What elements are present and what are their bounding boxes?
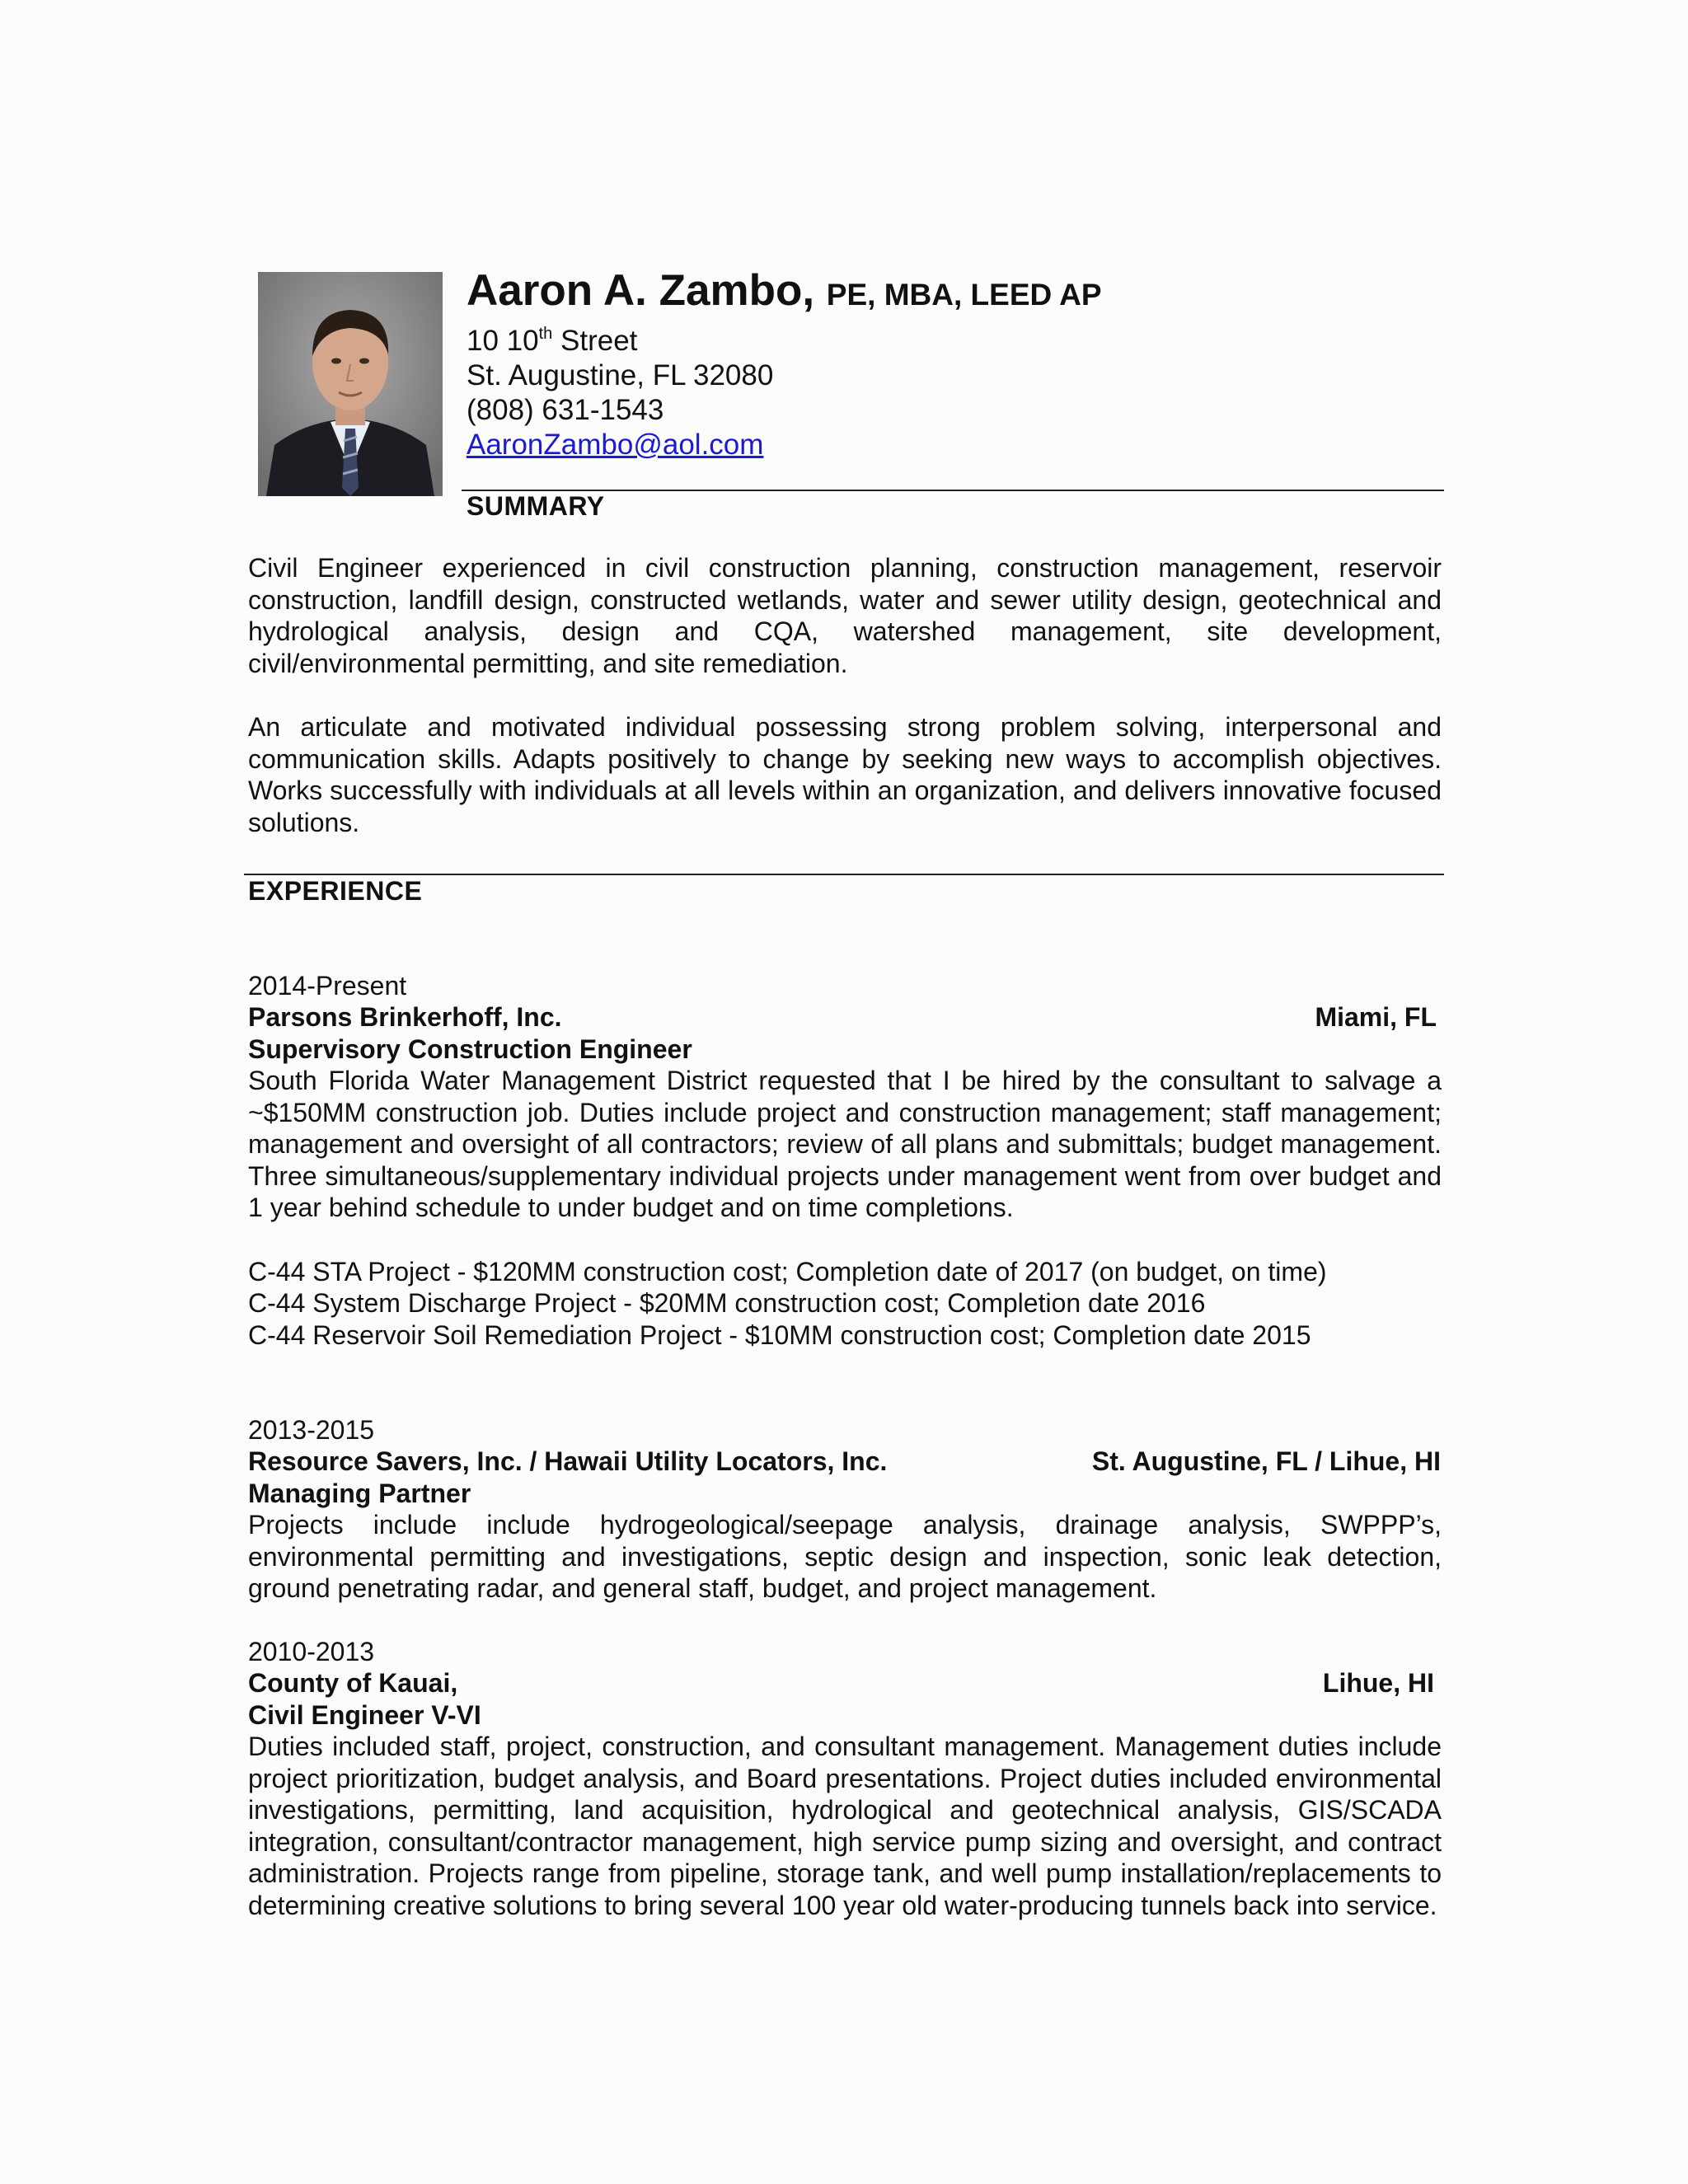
job-title: Supervisory Construction Engineer <box>248 1034 692 1064</box>
job-company: County of Kauai, <box>248 1668 458 1698</box>
job-title: Managing Partner <box>248 1479 471 1508</box>
credentials: PE, MBA, LEED AP <box>826 278 1102 312</box>
project-item: C-44 Reservoir Soil Remediation Project - $10MM construction cost; Completion date 2015 <box>248 1320 1311 1350</box>
summary-heading: SUMMARY <box>467 491 605 521</box>
job-company: Resource Savers, Inc. / Hawaii Utility Locators, Inc. <box>248 1446 888 1476</box>
job-years: 2010-2013 <box>248 1637 375 1666</box>
address-line-2: St. Augustine, FL 32080 <box>467 359 774 391</box>
project-item: C-44 STA Project - $120MM construction cost; Completion date of 2017 (on budget, on time) <box>248 1257 1327 1286</box>
address-line-1: 10 10th Street <box>467 325 638 357</box>
portrait-image <box>258 272 443 496</box>
job-years: 2013-2015 <box>248 1415 375 1445</box>
summary-paragraph-2: An articulate and motivated individual possessing strong problem solving, interpersonal and communication skills. Adapts positively to change by seeking new ways to accomplish objectives. Works successfully with individuals at all levels within an organization, and delivers innovative focused solutions. <box>248 712 1442 837</box>
job-years: 2014-Present <box>248 971 407 1001</box>
job-title: Civil Engineer V-VI <box>248 1700 481 1730</box>
experience-divider <box>244 874 1444 875</box>
summary-divider <box>462 490 1444 491</box>
job-company: Parsons Brinkerhoff, Inc. <box>248 1002 562 1032</box>
project-item: C-44 System Discharge Project - $20MM construction cost; Completion date 2016 <box>248 1288 1206 1318</box>
email-link[interactable]: AaronZambo@aol.com <box>467 429 764 461</box>
name-line <box>467 262 1447 324</box>
contact-header <box>467 262 1447 462</box>
job-location: Miami, FL <box>1315 1002 1437 1032</box>
experience-heading: EXPERIENCE <box>248 876 423 906</box>
phone-number: (808) 631-1543 <box>467 394 664 426</box>
job-description: Duties included staff, project, construction, and consultant management. Management duties include project prioritization, budget analysis, and Board presentations. Project duties included environmental investigations, permitting, land acquisition, hydrological and geotechnical analysis, GIS/SCADA integration, consultant/contractor management, high service pump sizing and oversight, and contract administration. Projects range from pipeline, storage tank, and well pump installation/replacements to determining creative solutions to bring several 100 year old water-producing tunnels back into service. <box>248 1732 1442 1920</box>
email-row <box>467 428 1447 462</box>
profile-photo <box>258 272 443 496</box>
job-description: Projects include include hydrogeological/seepage analysis, drainage analysis, SWPPP’s, environmental permitting and investigations, septic design and inspection, sonic leak detection, ground penetrating radar, and general staff, budget, and project management. <box>248 1510 1442 1604</box>
job-location: Lihue, HI <box>1322 1668 1434 1698</box>
job-location: St. Augustine, FL / Lihue, HI <box>1091 1446 1441 1476</box>
job-description: South Florida Water Management District requested that I be hired by the consultant to salvage a ~$150MM construction job. Duties include project and construction management; staff management; management and oversight of all contractors; review of all plans and submittals; budget management. Three simultaneous/supplementary individual projects under management went from over budget and 1 year behind schedule to under budget and on time completions. <box>248 1066 1442 1223</box>
full-name: Aaron A. Zambo, <box>467 266 815 315</box>
summary-paragraph-1: Civil Engineer experienced in civil construction planning, construction management, reservoir construction, landfill design, constructed wetlands, water and sewer utility design, geotechnical and hydrological analysis, design and CQA, watershed management, site development, civil/environmental permitting, and site remediation. <box>248 553 1442 678</box>
